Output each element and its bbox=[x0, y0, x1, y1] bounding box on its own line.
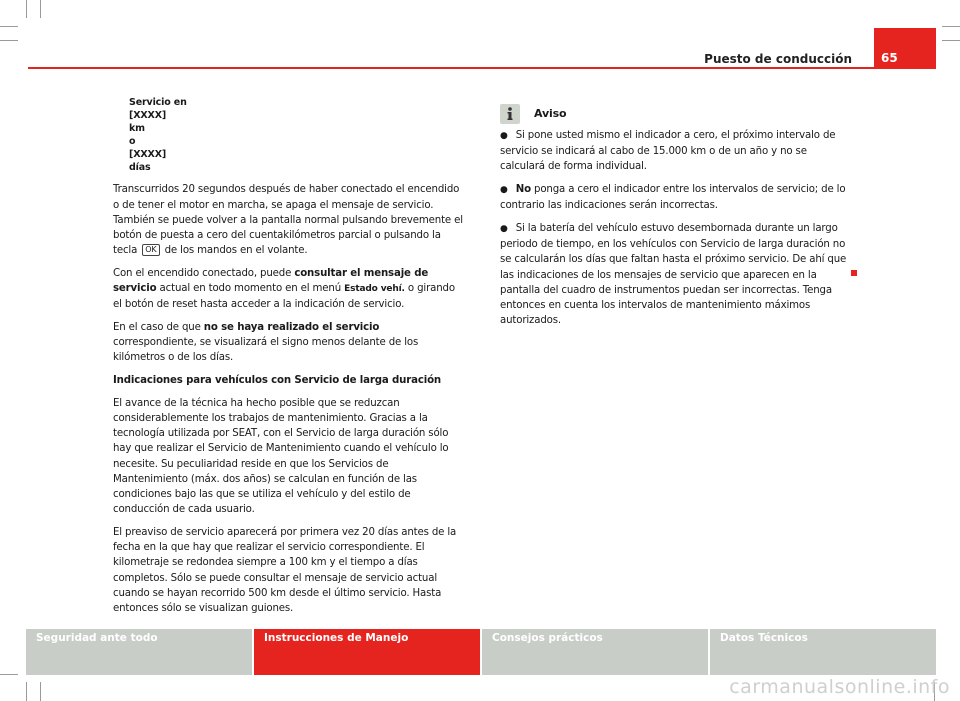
service-line: o bbox=[129, 135, 136, 147]
footer-tab-instrucciones[interactable]: Instrucciones de Manejo bbox=[254, 629, 480, 675]
aviso-bullet: ● No ponga a cero el indicador entre los intervalos de servicio; de lo contrario las indicaciones serán incorrectas. bbox=[500, 184, 846, 212]
footer-navigation bbox=[26, 629, 936, 675]
bullet-symbol: ● bbox=[500, 185, 508, 196]
paragraph: Transcurridos 20 segundos después de haber conectado el encendido o de tener el motor en marcha, se apaga el mensaje de servicio. También se puede volver a la pantalla normal pulsando brevemente el botón de puesta a cero del cuentakilómetros parcial o pulsando la tecla OK de los mandos en el volante. bbox=[113, 184, 463, 257]
footer-tab-seguridad[interactable]: Seguridad ante todo bbox=[26, 629, 252, 675]
emphasis: consultar el mensaje de servicio bbox=[113, 267, 429, 295]
paragraph: El preaviso de servicio aparecerá por primera vez 20 días antes de la fecha en la que hay que realizar el servicio correspondiente. El kilometraje se redondea siempre a 100 km y el tiempo a días completos. Sólo se puede consultar el mensaje de servicio actual cuando se hayan recorrido 500 km desde el último servicio. Hasta entonces sólo se visualizan guiones. bbox=[113, 527, 457, 615]
section-subheading: Indicaciones para vehículos con Servicio de larga duración bbox=[113, 375, 442, 387]
paragraph: En el caso de que no se haya realizado el servicio correspondiente, se visualizará el signo menos delante de los kilómetros o de los días. bbox=[113, 322, 419, 364]
header-rule bbox=[28, 67, 936, 69]
emphasis: No bbox=[515, 184, 531, 196]
service-line: días bbox=[129, 161, 151, 173]
info-icon bbox=[500, 104, 520, 124]
paragraph: El avance de la técnica ha hecho posible que se reduzcan considerablemente los trabajos de mantenimiento. Gracias a la tecnología utilizada por SEAT, con el Servicio de larga duración sólo hay que realizar el Servicio de Mantenimiento cuando el vehículo lo necesite. Su peculiaridad reside en que los Servicios de Mantenimiento (máx. dos años) se calculan en función de las condiciones bajo las que se utiliza el vehículo y del estilo de conducción de cada usuario. bbox=[113, 397, 449, 516]
crop-mark bbox=[0, 40, 18, 41]
crop-mark bbox=[40, 0, 41, 18]
service-display-message bbox=[113, 97, 465, 174]
footer-tab-consejos[interactable]: Consejos prácticos bbox=[482, 629, 708, 675]
crop-mark bbox=[26, 0, 27, 18]
bullet-symbol: ● bbox=[500, 131, 508, 141]
menu-reference: Estado vehí. bbox=[344, 284, 405, 295]
page-number: 65 bbox=[881, 51, 898, 65]
aviso-title: Aviso bbox=[534, 107, 567, 121]
aviso-bullet: ● Si la batería del vehículo estuvo desembornada durante un largo periodo de tiempo, en los vehículos con Servicio de larga duración no se calcularán los días que faltan hasta el próximo servicio. De ahí que las indicaciones de los mensajes de servicio que aparecen en la pantalla del cuadro de instrumentos puedan ser incorrectas. Tenga entonces en cuenta los intervalos de mantenimiento máximos autorizados. bbox=[500, 223, 847, 327]
bullet-symbol: ● bbox=[500, 224, 508, 235]
crop-mark bbox=[0, 674, 18, 675]
watermark: carmanualsonline.info bbox=[729, 676, 950, 698]
service-line: km bbox=[129, 122, 145, 134]
paragraph: Con el encendido conectado, puede consultar el mensaje de servicio actual en todo momento en el menú Estado vehí. o girando el botón de reset hasta acceder a la indicación de servicio. bbox=[113, 267, 455, 311]
footer-tab-datos[interactable]: Datos Técnicos bbox=[710, 629, 936, 675]
crop-mark bbox=[942, 40, 960, 41]
left-column bbox=[113, 97, 465, 624]
crop-mark bbox=[0, 26, 18, 27]
service-line: [XXXX] bbox=[129, 148, 167, 160]
crop-mark bbox=[40, 682, 41, 701]
aviso-bullet: ● Si pone usted mismo el indicador a cero, el próximo intervalo de servicio se indicará al cabo de 15.000 km o de un año y no se calculará de forma individual. bbox=[500, 130, 836, 173]
crop-mark bbox=[26, 682, 27, 701]
crop-mark bbox=[942, 26, 960, 27]
service-line: Servicio en bbox=[129, 97, 187, 108]
service-line: [XXXX] bbox=[129, 109, 167, 121]
page-number-tab bbox=[874, 28, 936, 68]
running-header-title: Puesto de conducción bbox=[704, 52, 852, 66]
ok-key-symbol: OK bbox=[142, 244, 159, 256]
emphasis: no se haya realizado el servicio bbox=[203, 322, 380, 334]
aviso-box bbox=[500, 104, 852, 336]
aviso-header bbox=[500, 104, 852, 124]
section-end-marker bbox=[851, 270, 857, 276]
